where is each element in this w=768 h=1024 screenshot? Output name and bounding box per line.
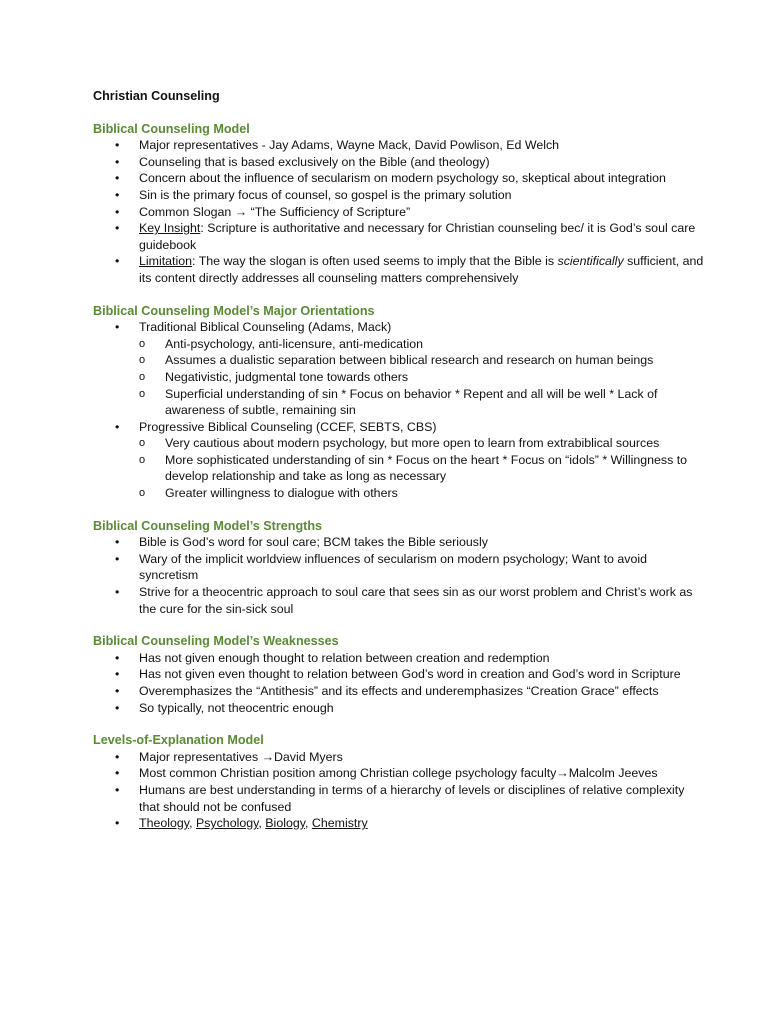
list-item <box>93 666 708 683</box>
item-text: Has not given enough thought to relation between creation and redemption <box>139 650 550 665</box>
list-item <box>93 765 708 782</box>
sub-list-item: o Superficial understanding of sin * Focus on behavior * Repent and all will be well * Lack of awareness of subtle, remaining sin <box>139 386 708 419</box>
section-levels-of-explanation <box>93 732 708 832</box>
section-weaknesses <box>93 633 708 716</box>
item-text: Most common Christian position among Christian college psychology faculty→Malcolm Jeeves <box>139 766 658 781</box>
item-text: Sin is the primary focus of counsel, so gospel is the primary solution <box>139 187 512 202</box>
item-text: : The way the slogan is often used seems to imply that the Bible is <box>192 254 558 269</box>
list-item <box>93 683 708 700</box>
list-item <box>93 419 708 502</box>
document-title: Christian Counseling <box>93 89 220 103</box>
discipline-chemistry: Chemistry <box>311 816 368 831</box>
list-item <box>93 220 708 253</box>
list-item <box>93 650 708 667</box>
discipline-theology: Theology <box>139 816 190 831</box>
bullet-list <box>93 319 708 502</box>
discipline-biology: Biology <box>265 816 306 831</box>
item-text: Traditional Biblical Counseling (Adams, Mack) <box>139 320 392 335</box>
item-text: Has not given even thought to relation between God’s word in creation and God’s word in Scripture <box>139 667 681 682</box>
bullet-list <box>93 749 708 832</box>
item-text: Counseling that is based exclusively on the Bible (and theology) <box>139 154 490 169</box>
item-text: Major representatives →David Myers <box>139 749 343 764</box>
bullet-list <box>93 534 708 617</box>
sub-list-item: o More sophisticated understanding of sin * Focus on the heart * Focus on “idols” * Willingness to develop relationship and take as long as necessary <box>139 452 708 485</box>
sub-list-item: o Anti-psychology, anti-licensure, anti-medication <box>139 336 708 353</box>
list-item <box>93 253 708 286</box>
item-text: : Scripture is authoritative and necessary for Christian counseling bec/ it is God’s soul care guidebook <box>139 221 696 252</box>
section-heading: Biblical Counseling Model’s Weaknesses <box>93 634 339 649</box>
item-text: Bible is God’s word for soul care; BCM takes the Bible seriously <box>139 535 488 550</box>
list-item <box>93 584 708 617</box>
list-item <box>93 782 708 815</box>
item-text: Concern about the influence of secularism on modern psychology so, skeptical about integration <box>139 171 666 186</box>
list-item <box>93 700 708 717</box>
item-italic-text: scientifically <box>557 254 624 269</box>
list-item <box>93 154 708 171</box>
list-item <box>93 749 708 766</box>
list-item <box>93 137 708 154</box>
item-text: Humans are best understanding in terms of a hierarchy of levels or disciplines of relative complexity that should not be confused <box>139 782 685 814</box>
sub-list-item: o Very cautious about modern psychology, but more open to learn from extrabiblical sources <box>139 435 708 452</box>
item-text: Major representatives - Jay Adams, Wayne Mack, David Powlison, Ed Welch <box>139 138 560 153</box>
list-item <box>93 187 708 204</box>
sub-list-item: o Greater willingness to dialogue with others <box>139 485 708 502</box>
item-text: Progressive Biblical Counseling (CCEF, SEBTS, CBS) <box>139 419 437 434</box>
list-item <box>93 204 708 221</box>
item-text: So typically, not theocentric enough <box>139 700 334 715</box>
section-strengths <box>93 518 708 618</box>
sub-list-item: o Negativistic, judgmental tone towards others <box>139 369 708 386</box>
list-item: • Theology, Psychology, Biology, Chemistry <box>93 815 708 832</box>
sub-list <box>139 435 708 501</box>
section-heading: Biblical Counseling Model’s Strengths <box>93 518 323 533</box>
item-text-after: sufficient, and its content directly addresses all counseling matters comprehensively <box>139 254 704 285</box>
section-heading: Biblical Counseling Model’s Major Orientations <box>93 303 375 318</box>
section-heading: Levels-of-Explanation Model <box>93 733 264 748</box>
item-label-limitation: Limitation <box>139 254 193 269</box>
bullet-list <box>93 650 708 716</box>
list-item <box>93 534 708 551</box>
list-item <box>93 170 708 187</box>
section-heading: Biblical Counseling Model <box>93 121 250 136</box>
item-text: Overemphasizes the “Antithesis” and its effects and underemphasizes “Creation Grace” effects <box>139 684 659 698</box>
sub-list-item: o Assumes a dualistic separation between biblical research and research on human beings <box>139 352 708 369</box>
item-text: Wary of the implicit worldview influences of secularism on modern psychology; Want to avoid syncretism <box>139 551 647 583</box>
sub-list <box>139 336 708 419</box>
item-text: Common Slogan → “The Sufficiency of Scripture” <box>139 204 411 219</box>
item-label-key-insight: Key Insight <box>139 221 201 236</box>
bullet-list <box>93 137 708 286</box>
list-item <box>93 551 708 584</box>
item-text: Strive for a theocentric approach to soul care that sees sin as our worst problem and Christ’s work as the cure for the sin-sick soul <box>139 585 693 616</box>
list-item <box>93 319 708 419</box>
section-major-orientations <box>93 303 708 502</box>
section-biblical-counseling-model <box>93 121 708 287</box>
discipline-psychology: Psychology <box>195 816 259 831</box>
